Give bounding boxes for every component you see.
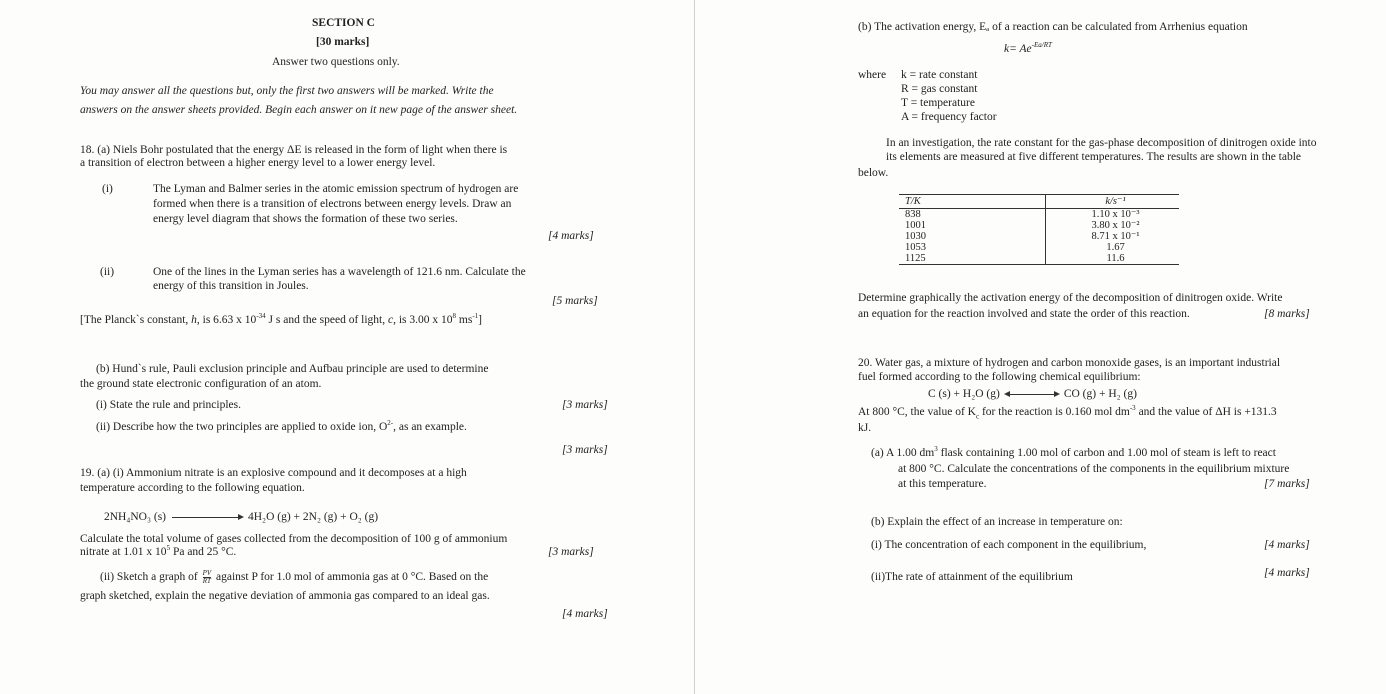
q18bi-marks: [3 marks] [562, 399, 608, 411]
arrhenius-equation [1004, 42, 1052, 56]
q18bi-text: (i) State the rule and principles. [96, 399, 241, 411]
equation-reactant: 2NH₄NO₃ (s) [104, 511, 166, 523]
water-gas-equation [928, 387, 1137, 401]
q18bii-sup: 2- [387, 419, 394, 428]
q20a-line-1 [871, 446, 1276, 460]
where-label: where [858, 69, 887, 81]
answer-two-instruction: Answer two questions only. [272, 56, 400, 68]
table-cell-rate-constant: 11.6 [1106, 253, 1125, 264]
q20-line-4: kJ. [858, 422, 872, 434]
planck-text-f: ] [478, 314, 482, 326]
q19-line-3: Calculate the total volume of gases collected from the decomposition of 100 g of ammonium [80, 533, 508, 545]
q20bi-marks: [4 marks] [1264, 539, 1310, 551]
q18bii-text-b: , as an example. [393, 421, 467, 433]
investigation-line-2: its elements are measured at five different temperatures. The results are shown in the table [886, 151, 1302, 163]
planck-text-d: , is 3.00 x 10 [393, 314, 453, 326]
pv-over-rt-fraction [203, 570, 212, 585]
q20-line-3-sup: -3 [1129, 404, 1136, 413]
q20-line-3-a: At 800 °C, the value of K [858, 406, 976, 418]
planck-text-e: ms [456, 314, 473, 326]
q18ai-marks: [4 marks] [548, 230, 594, 242]
section-marks: [30 marks] [316, 36, 370, 48]
q19b-intro: (b) The activation energy, Eₐ of a reaction can be calculated from Arrhenius equation [858, 21, 1248, 33]
q18b-line-2: the ground state electronic configuration of an atom. [80, 378, 322, 390]
q19ai-marks: [3 marks] [548, 546, 594, 558]
rate-constant-table [899, 194, 1179, 265]
table-header-rate-constant: k/s⁻¹ [1046, 195, 1180, 209]
q18bii-marks: [3 marks] [562, 444, 608, 456]
definition-a: A = frequency factor [901, 111, 997, 123]
q19aii-line-2: graph sketched, explain the negative deviation of ammonia gas compared to an ideal gas. [80, 590, 490, 602]
fraction-denominator: RT [202, 577, 211, 585]
table-header-temperature: T/K [899, 195, 1046, 209]
reaction-arrow-icon [172, 517, 242, 518]
planck-h: h [191, 314, 197, 326]
water-gas-reactants: C (s) + H₂O (g) [928, 388, 1000, 400]
planck-text-c: J s and the speed of light, [265, 314, 388, 326]
table-row [899, 242, 1179, 253]
determine-line-1: Determine graphically the activation energy of the decomposition of dinitrogen oxide. Write [858, 292, 1283, 304]
section-title: SECTION C [312, 17, 375, 29]
q20-line-3-b: for the reaction is 0.160 mol dm [979, 406, 1130, 418]
definition-r: R = gas constant [901, 83, 978, 95]
table-cell-rate-constant: 1.10 x 10⁻³ [1091, 209, 1140, 220]
q20a-marks: [7 marks] [1264, 478, 1310, 490]
investigation-line-1: In an investigation, the rate constant for the gas-phase decomposition of dinitrogen oxide into [886, 137, 1317, 149]
instruction-line-2: answers on the answer sheets provided. Begin each answer on it new page of the answer sheet. [80, 104, 518, 116]
q19-line-1: 19. (a) (i) Ammonium nitrate is an explosive compound and it decomposes at a high [80, 467, 467, 479]
q18ai-line-3: energy level diagram that shows the formation of these two series. [153, 213, 458, 225]
q19-line-2: temperature according to the following equation. [80, 482, 305, 494]
q20-line-3-c: and the value of ΔH is +131.3 [1135, 406, 1277, 418]
planck-constant-note [80, 313, 482, 327]
q18a-line-2: a transition of electron between a higher energy level to a lower energy level. [80, 157, 436, 169]
planck-c-var: c [387, 314, 394, 326]
instruction-line-1: You may answer all the questions but, only the first two answers will be marked. Write the [80, 85, 494, 97]
q18ai-label: (i) [102, 183, 113, 195]
q19aii-marks: [4 marks] [562, 608, 608, 620]
table-cell-temperature: 1125 [899, 253, 1046, 265]
q20bi-text: (i) The concentration of each component in the equilibrium, [871, 539, 1147, 551]
q19aii-text-b: against P for 1.0 mol of ammonia gas at 0 °C. Based on the [216, 571, 489, 584]
planck-text-a: [The Planck`s constant, [80, 314, 192, 326]
table-cell-temperature: 838 [899, 209, 1046, 221]
q18aii-label: (ii) [100, 266, 115, 278]
planck-exp-3: -1 [472, 312, 479, 321]
arrhenius-exponent: -Ea/RT [1031, 41, 1052, 50]
q20-line-1: 20. Water gas, a mixture of hydrogen and carbon monoxide gases, is an important industrial [858, 357, 1281, 369]
q18bii-text-a: (ii) Describe how the two principles are applied to oxide ion, O [96, 421, 388, 433]
table-cell-rate-constant: 8.71 x 10⁻¹ [1091, 231, 1140, 242]
q19aii-text-a: (ii) Sketch a graph of [100, 571, 198, 584]
table-row [899, 253, 1179, 265]
q18aii-marks: [5 marks] [552, 295, 598, 307]
table-cell-rate-constant: 1.67 [1106, 242, 1125, 253]
q20-line-3 [858, 405, 1277, 419]
q20-line-3-sub: c [975, 412, 980, 421]
equilibrium-arrow-icon [1006, 394, 1058, 395]
fraction-numerator: PV [202, 569, 212, 577]
right-page [694, 0, 1386, 694]
table-row [899, 231, 1179, 242]
q18a-line-1: 18. (a) Niels Bohr postulated that the energy ΔE is released in the form of light when there is [80, 144, 508, 156]
q20a-line-2: at 800 °C. Calculate the concentrations of the components in the equilibrium mixture [898, 463, 1290, 475]
q19-line-4 [80, 545, 236, 559]
q20b-text: (b) Explain the effect of an increase in temperature on: [871, 516, 1123, 528]
q20bii-text: (ii)The rate of attainment of the equilibrium [871, 571, 1073, 583]
planck-exp-2: 8 [452, 312, 457, 321]
q18bii-text [96, 420, 467, 434]
q19aii-line-1 [100, 570, 488, 585]
table-row [899, 220, 1179, 231]
table-cell-rate-constant: 3.80 x 10⁻² [1091, 220, 1140, 231]
q19-line-4-a: nitrate at 1.01 x 10 [80, 546, 167, 558]
q19-line-4-sup: 5 [166, 544, 171, 553]
q20-line-2: fuel formed according to the following chemical equilibrium: [858, 371, 1141, 383]
decomposition-equation [104, 510, 378, 524]
arrhenius-base: k= Ae [1004, 43, 1032, 55]
q18aii-line-1: One of the lines in the Lyman series has a wavelength of 121.6 nm. Calculate the [153, 266, 526, 278]
determine-line-2: an equation for the reaction involved and state the order of this reaction. [858, 308, 1190, 320]
q18ai-line-2: formed when there is a transition of electrons between energy levels. Draw an [153, 198, 512, 210]
q20a-line-1-a: (a) A 1.00 dm [871, 447, 935, 459]
planck-text-b: , is 6.63 x 10 [196, 314, 257, 326]
equation-products: 4H₂O (g) + 2N₂ (g) + O₂ (g) [248, 511, 379, 523]
q20a-line-3: at this temperature. [898, 478, 987, 490]
table-header-row [899, 195, 1179, 209]
q19-line-4-b: Pa and 25 °C. [170, 546, 237, 558]
planck-exp-1: -34 [256, 312, 266, 321]
q20a-line-1-sup: 3 [934, 445, 938, 454]
table-row [899, 209, 1179, 221]
q18b-line-1: (b) Hund`s rule, Pauli exclusion principle and Aufbau principle are used to determine [96, 363, 489, 375]
q18aii-line-2: energy of this transition in Joules. [153, 280, 309, 292]
table-cell-temperature: 1030 [899, 231, 1046, 242]
definition-k: k = rate constant [901, 69, 978, 81]
determine-marks: [8 marks] [1264, 308, 1310, 320]
definition-t: T = temperature [901, 97, 975, 109]
q20bii-marks: [4 marks] [1264, 567, 1310, 579]
investigation-line-3: below. [858, 167, 889, 179]
table-cell-temperature: 1001 [899, 220, 1046, 231]
table-cell-temperature: 1053 [899, 242, 1046, 253]
q20a-line-1-b: flask containing 1.00 mol of carbon and 1.00 mol of steam is left to react [937, 447, 1276, 459]
q18ai-line-1: The Lyman and Balmer series in the atomic emission spectrum of hydrogen are [153, 183, 519, 195]
water-gas-products: CO (g) + H₂ (g) [1063, 388, 1137, 400]
